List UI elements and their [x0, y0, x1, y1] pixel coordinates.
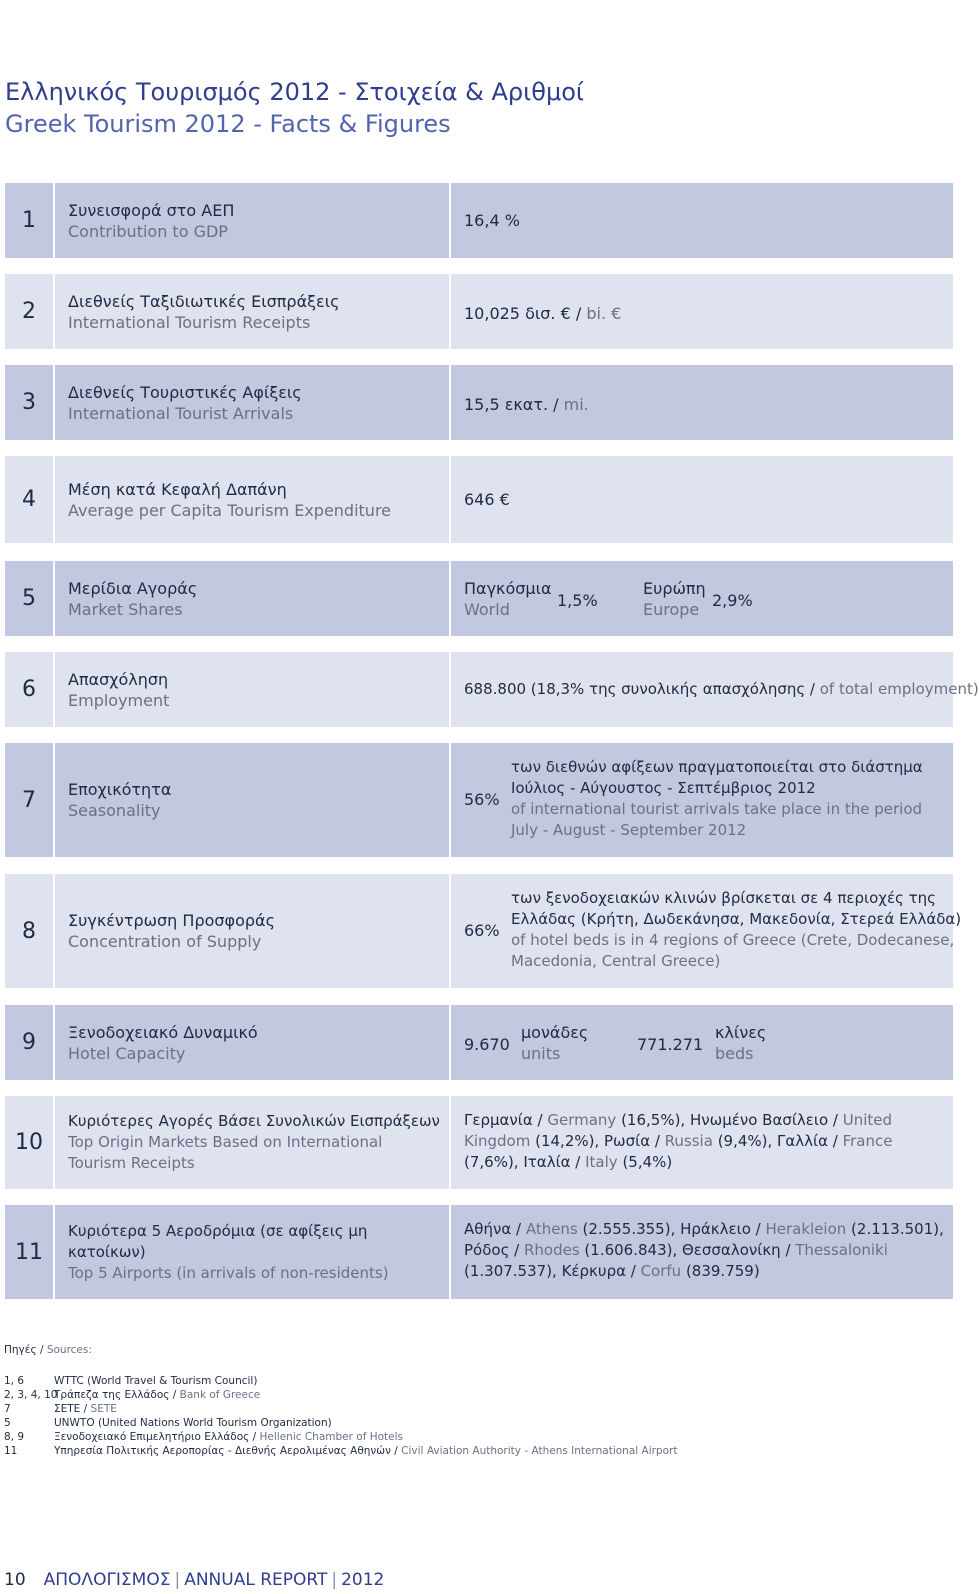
europe-label-greek: Ευρώπη	[643, 579, 706, 598]
label-greek: Κυριότερα 5 Αεροδρόμια (σε αφίξεις μη κατοίκων)	[68, 1221, 368, 1261]
market-uk-english: United	[838, 1111, 893, 1129]
page-number: 10	[4, 1570, 26, 1590]
airport-rhodes-greek: Ρόδος /	[464, 1241, 520, 1259]
row-value	[451, 183, 953, 258]
row-number: 11	[5, 1205, 53, 1299]
row-label	[55, 365, 449, 440]
world-share-value: 1,5%	[557, 591, 598, 610]
label-english: International Tourist Arrivals	[68, 403, 294, 423]
description-english-line1: of international tourist arrivals take place in the period	[511, 800, 923, 818]
label-english: International Tourism Receipts	[68, 312, 311, 332]
value-greek: 10,025 δισ. € /	[464, 304, 582, 323]
airport-corfu-arrivals: (839.759)	[681, 1262, 760, 1280]
label-greek: Μερίδια Αγοράς	[68, 578, 198, 598]
source-greek: UNWTO (United Nations World Tourism Organization)	[54, 1417, 332, 1429]
row-number: 2	[5, 274, 53, 349]
value-english: of total employment)	[814, 680, 979, 698]
label-english-line2: Tourism Receipts	[68, 1154, 195, 1172]
label-greek: Συνεισφορά στο ΑΕΠ	[68, 200, 235, 220]
row-label	[55, 456, 449, 543]
top-markets-list	[464, 1110, 892, 1173]
label-english: Average per Capita Tourism Expenditure	[68, 500, 392, 520]
report-title-greek: ΑΠΟΛΟΓΙΣΜΟΣ	[43, 1570, 171, 1590]
description-english-line1: of hotel beds is in 4 regions of Greece (Crete, Dodecanese,	[511, 931, 955, 949]
source-greek: ΣΕΤΕ /	[54, 1403, 88, 1415]
percentage-value: 56%	[464, 790, 500, 809]
airport-athens-english: Athens	[521, 1220, 578, 1238]
report-title-english: ANNUAL REPORT	[184, 1570, 328, 1590]
row-number: 1	[5, 183, 53, 258]
row-label	[55, 743, 449, 857]
row-value	[451, 743, 953, 857]
label-english: Seasonality	[68, 801, 161, 820]
row-label	[55, 1096, 449, 1189]
label-english: Contribution to GDP	[68, 221, 228, 241]
value-greek: 15,5 εκατ. /	[464, 395, 559, 414]
row-value	[451, 561, 953, 636]
description-greek-line2: Ελλάδας (Κρήτη, Δωδεκάνησα, Μακεδονία, Στερεά Ελλάδα)	[511, 910, 962, 928]
market-germany-greek: Γερμανία /	[464, 1111, 543, 1129]
footer-separator: |	[174, 1570, 181, 1590]
seasonality-description	[511, 757, 923, 841]
row-value	[451, 1005, 953, 1080]
source-greek: Υπηρεσία Πολιτικής Αεροπορίας - Διεθνής Αερολιμένας Αθηνών /	[54, 1445, 398, 1457]
source-key: 8, 9	[4, 1431, 25, 1443]
source-key: 11	[4, 1445, 18, 1457]
percentage-value: 66%	[464, 921, 500, 940]
source-item	[4, 1445, 677, 1457]
value-text: 16,4 %	[464, 211, 520, 230]
airport-herakleion-english: Herakleion	[760, 1220, 847, 1238]
airport-athens-greek: Αθήνα /	[464, 1220, 522, 1238]
row-value	[451, 652, 979, 727]
airport-corfu-english: Corfu	[635, 1262, 682, 1280]
table-row	[5, 1096, 953, 1189]
row-number: 3	[5, 365, 53, 440]
row-label	[55, 1205, 449, 1299]
airport-rhodes-english: Rhodes	[519, 1241, 580, 1259]
page-title-english: Greek Tourism 2012 - Facts & Figures	[5, 110, 451, 138]
description-english-line2: July - August - September 2012	[511, 821, 747, 839]
label-greek: Κυριότερες Αγορές Βάσει Συνολικών Εισπράξεων	[68, 1112, 440, 1130]
hotel-units-value: 9.670	[464, 1035, 510, 1054]
sources-title-english: Sources:	[43, 1344, 92, 1356]
source-item	[4, 1431, 403, 1443]
row-number: 5	[5, 561, 53, 636]
table-row	[5, 365, 953, 440]
description-greek-line2: Ιούλιος - Αύγουστος - Σεπτέμβριος 2012	[511, 779, 816, 797]
label-english: Concentration of Supply	[68, 932, 262, 951]
source-item	[4, 1403, 117, 1415]
label-greek: Διεθνείς Ταξιδιωτικές Εισπράξεις	[68, 291, 340, 311]
beds-label-english: beds	[715, 1044, 754, 1063]
label-greek: Ξενοδοχειακό Δυναμικό	[68, 1022, 258, 1042]
row-label	[55, 274, 449, 349]
market-uk-english-cont: Kingdom	[464, 1132, 531, 1150]
label-greek: Εποχικότητα	[68, 780, 172, 799]
units-label-english: units	[521, 1044, 561, 1063]
market-italy-english: Italy	[580, 1153, 618, 1171]
source-english: SETE	[87, 1403, 117, 1415]
value-english: mi.	[558, 395, 589, 414]
sources-title	[4, 1344, 92, 1356]
row-number: 7	[5, 743, 53, 857]
market-france-share: (7,6%), Ιταλία /	[464, 1153, 581, 1171]
label-english-line1: Top Origin Markets Based on International	[68, 1133, 383, 1151]
table-row	[5, 874, 962, 988]
source-greek: WTTC (World Travel & Tourism Council)	[54, 1375, 258, 1387]
description-english-line2: Macedonia, Central Greece)	[511, 952, 721, 970]
europe-label-english: Europe	[643, 600, 700, 619]
source-item	[4, 1375, 257, 1387]
source-greek: Ξενοδοχειακό Επιμελητήριο Ελλάδος /	[54, 1431, 257, 1443]
source-english: Civil Aviation Authority - Athens International Airport	[397, 1445, 678, 1457]
market-russia-english: Russia	[659, 1132, 713, 1150]
table-row	[5, 274, 953, 349]
table-row	[5, 652, 979, 727]
value-text: 646 €	[464, 490, 510, 509]
airport-thessaloniki-english: Thessaloniki	[790, 1241, 888, 1259]
units-label-greek: μονάδες	[521, 1023, 589, 1042]
row-label	[55, 874, 449, 988]
label-greek: Διεθνείς Τουριστικές Αφίξεις	[68, 382, 302, 402]
sources-title-greek: Πηγές /	[4, 1344, 44, 1356]
airport-thessaloniki-arrivals: (1.307.537), Κέρκυρα /	[464, 1262, 636, 1280]
source-key: 7	[4, 1403, 11, 1415]
label-english: Market Shares	[68, 599, 183, 619]
row-number: 10	[5, 1096, 53, 1189]
row-label	[55, 183, 449, 258]
row-label	[55, 652, 449, 727]
table-row	[5, 183, 953, 258]
source-greek: Τράπεζα της Ελλάδος /	[54, 1389, 177, 1401]
row-label	[55, 561, 449, 636]
label-english: Employment	[68, 690, 170, 710]
airport-herakleion-arrivals: (2.113.501),	[846, 1220, 944, 1238]
table-row	[5, 1205, 953, 1299]
europe-share-value: 2,9%	[712, 591, 753, 610]
description-greek-line1: των διεθνών αφίξεων πραγματοποιείται στο διάστημα	[511, 758, 923, 776]
row-number: 8	[5, 874, 53, 988]
label-english: Hotel Capacity	[68, 1043, 186, 1063]
concentration-description	[511, 888, 961, 972]
world-label-english: World	[464, 600, 510, 619]
source-item	[4, 1417, 332, 1429]
world-label-greek: Παγκόσμια	[464, 579, 552, 598]
top-airports-list	[464, 1219, 944, 1282]
report-year: 2012	[341, 1570, 385, 1590]
airport-rhodes-arrivals: (1.606.843), Θεσσαλονίκη /	[579, 1241, 791, 1259]
value-greek: 688.800 (18,3% της συνολικής απασχόλησης /	[464, 680, 815, 698]
row-value	[451, 274, 953, 349]
label-english: Top 5 Airports (in arrivals of non-residents)	[68, 1263, 389, 1282]
label-greek: Μέση κατά Κεφαλή Δαπάνη	[68, 479, 287, 499]
row-label	[55, 1005, 449, 1080]
label-greek: Απασχόληση	[68, 669, 169, 689]
row-number: 9	[5, 1005, 53, 1080]
row-value	[451, 1096, 953, 1189]
description-greek-line1: των ξενοδοχειακών κλινών βρίσκεται σε 4 περιοχές της	[511, 889, 936, 907]
source-key: 1, 6	[4, 1375, 25, 1387]
table-row	[5, 561, 953, 636]
hotel-beds-value: 771.271	[637, 1035, 704, 1054]
page-footer	[4, 1570, 384, 1590]
source-key: 2, 3, 4, 10	[4, 1389, 58, 1401]
label-greek: Συγκέντρωση Προσφοράς	[68, 911, 275, 930]
row-number: 4	[5, 456, 53, 543]
source-english: Hellenic Chamber of Hotels	[256, 1431, 404, 1443]
value-english: bi. €	[581, 304, 622, 323]
airport-athens-arrivals: (2.555.355), Ηράκλειο /	[577, 1220, 761, 1238]
row-value	[451, 874, 962, 988]
beds-label-greek: κλίνες	[715, 1023, 767, 1042]
source-item	[4, 1389, 260, 1401]
source-english: Bank of Greece	[176, 1389, 261, 1401]
market-germany-english: Germany	[542, 1111, 617, 1129]
market-italy-share: (5,4%)	[617, 1153, 673, 1171]
table-row	[5, 456, 953, 543]
row-value	[451, 365, 953, 440]
row-value	[451, 456, 953, 543]
table-row	[5, 743, 953, 857]
table-row	[5, 1005, 953, 1080]
market-uk-share: (14,2%), Ρωσία /	[530, 1132, 660, 1150]
footer-separator: |	[331, 1570, 338, 1590]
market-russia-share: (9,4%), Γαλλία /	[712, 1132, 838, 1150]
source-key: 5	[4, 1417, 11, 1429]
market-france-english: France	[837, 1132, 893, 1150]
market-germany-share: (16,5%), Ηνωμένο Βασίλειο /	[616, 1111, 838, 1129]
row-value	[451, 1205, 953, 1299]
page-title-greek: Ελληνικός Τουρισμός 2012 - Στοιχεία & Αριθμοί	[5, 78, 585, 106]
row-number: 6	[5, 652, 53, 727]
